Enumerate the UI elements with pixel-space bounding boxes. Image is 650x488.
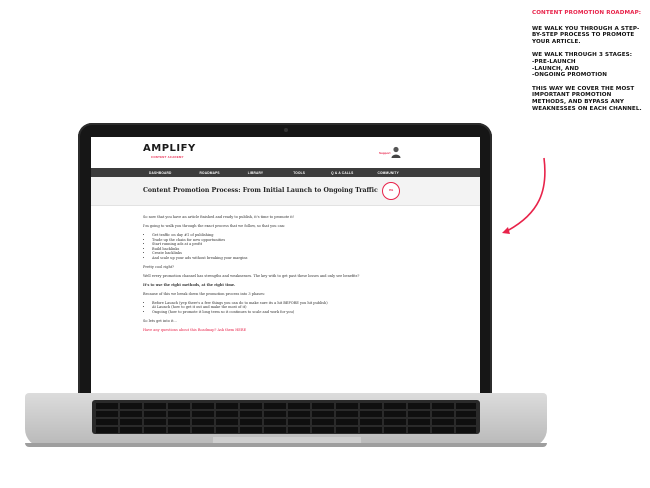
list-item: • Before Launch (yep there's a few things you can do to make sure its a hit BEFORE you hit publish) xyxy=(152,301,423,306)
list-item: • Ongoing (how to promote it long term so it continues to scale and work for you) xyxy=(152,310,423,315)
key-row xyxy=(96,403,476,409)
roadmap-annotation xyxy=(532,10,647,119)
list-item: • Build backlinks xyxy=(152,247,423,252)
laptop-screen xyxy=(91,137,480,397)
page-title: Content Promotion Process: From Initial Launch to Ongoing Traffic xyxy=(143,187,378,194)
list-item: • And scale up your ads without breaking your margins xyxy=(152,256,423,261)
support-link[interactable]: Support xyxy=(379,151,391,155)
article-paragraph: So lets get into it... xyxy=(143,318,177,323)
questions-link[interactable]: Have any questions about this Roadmap? Ask them HERE xyxy=(143,327,247,332)
list-item: • At Launch (how to get it out and make the most of it) xyxy=(152,305,423,310)
nav-library[interactable]: LIBRARY xyxy=(247,170,264,175)
article-paragraph: So now that you have an article finished and ready to publish, it's time to promote it! xyxy=(143,215,295,219)
user-avatar-icon[interactable] xyxy=(391,146,401,158)
annotation-title: CONTENT PROMOTION ROADMAP: xyxy=(532,10,642,16)
article-body xyxy=(143,215,423,337)
webcam xyxy=(284,128,288,132)
key-row xyxy=(96,411,476,417)
article-paragraph: Pretty cool right? xyxy=(143,264,174,269)
list-item: • Get traffic on day #1 of publishing xyxy=(152,233,423,238)
article-paragraph: I'm going to walk you through the exact process that we follow, so that you can: xyxy=(143,224,286,228)
annotation-stage-line: -PRE-LAUNCH xyxy=(532,58,576,65)
list-item: • Start running ads at a profit xyxy=(152,242,423,247)
key-row xyxy=(96,419,476,425)
annotation-para-3: THIS WAY WE COVER THE MOST IMPORTANT PROMOTION METHODS, AND BYPASS ANY WEAKNESSES ON EACH CHANNEL. xyxy=(532,85,642,112)
article-paragraph-bold: It's to use the right methods, at the right time. xyxy=(143,282,236,287)
site-header xyxy=(91,137,480,168)
benefits-list xyxy=(143,233,423,260)
phases-list xyxy=(143,301,423,315)
logo-subtitle: CONTENT ACADEMY xyxy=(151,155,184,159)
annotation-stage-line: -ONGOING PROMOTION xyxy=(532,72,608,79)
annotation-stage-line: WE WALK THROUGH 3 STAGES: xyxy=(532,52,633,59)
nav-tools[interactable]: TOOLS xyxy=(293,170,306,175)
laptop-base-lip xyxy=(25,443,547,447)
nav-dashboard[interactable]: DASHBOARD xyxy=(149,170,172,175)
key-row xyxy=(96,427,476,433)
page-hero xyxy=(91,177,480,206)
list-item: • Trade up the chain for new opportunities xyxy=(152,238,423,243)
amplify-logo[interactable]: AMPLIFY xyxy=(143,143,196,154)
nav-qa-calls[interactable]: Q & A CALLS xyxy=(331,170,354,175)
list-item: • Create backlinks xyxy=(152,251,423,256)
nav-community[interactable]: COMMUNITY xyxy=(377,170,399,175)
annotation-para-1: WE WALK YOU THROUGH A STEP-BY-STEP PROCESS TO PROMOTE YOUR ARTICLE. xyxy=(532,25,640,45)
main-nav xyxy=(91,168,480,177)
annotation-stages xyxy=(532,52,647,78)
annotation-stage-line: -LAUNCH, AND xyxy=(532,65,579,72)
article-paragraph: Well every promotion channel has strengths and weaknesses. The key with to get past these losses and only see benefits? xyxy=(143,273,360,278)
article-paragraph: Because of this we break down the promotion process into 3 phases: xyxy=(143,291,266,296)
progress-percent: 0% xyxy=(388,188,394,192)
nav-roadmaps[interactable]: ROADMAPS xyxy=(199,170,220,175)
